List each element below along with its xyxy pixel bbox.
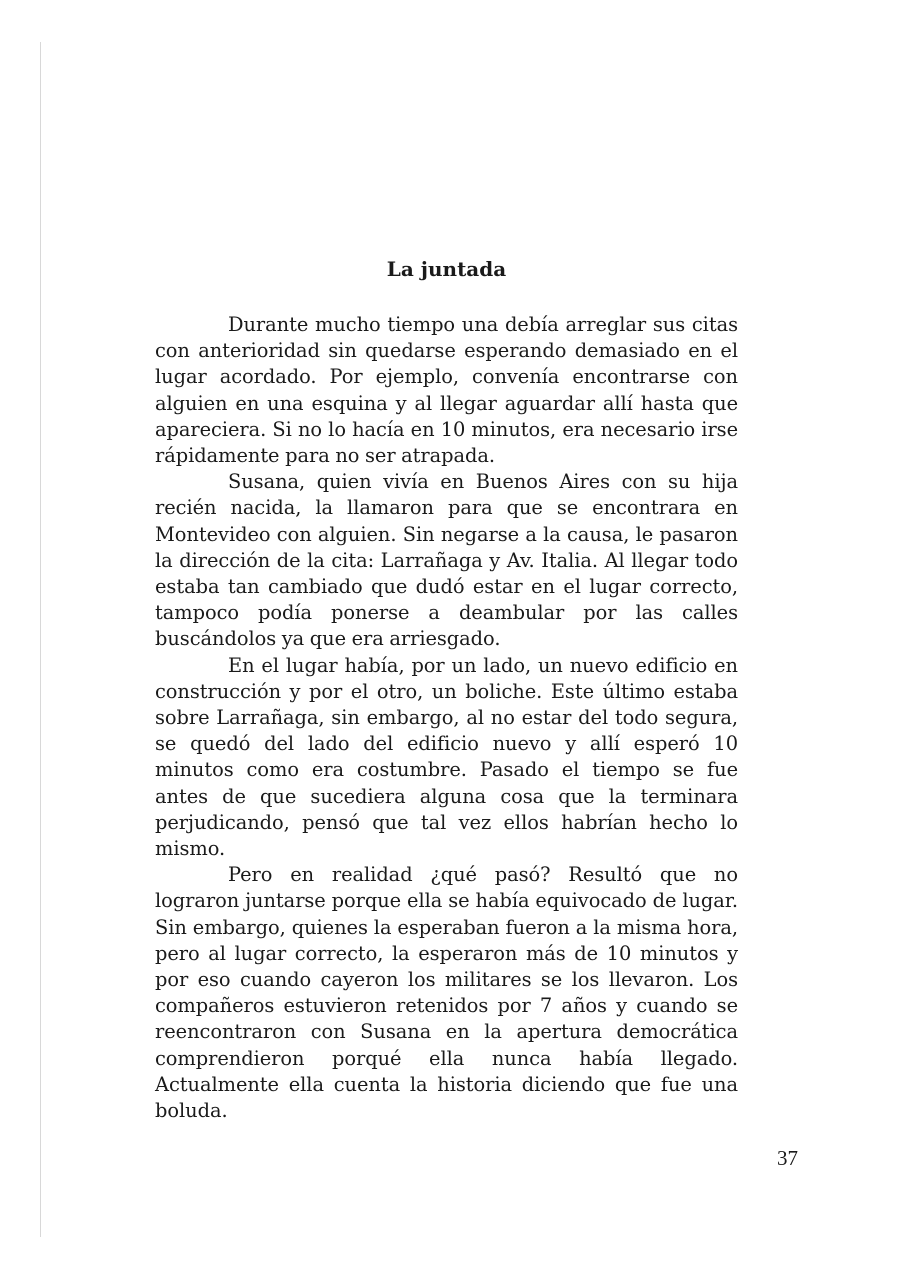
paragraph-2: Susana, quien vivía en Buenos Aires con su hija recién nacida, la llamaron para que se encontrara en Montevideo con alguien. Sin negarse a la causa, le pasaron la dirección de la cita: Larrañaga y Av. Italia. Al llegar todo estaba tan cambiado que dudó estar en el lugar correcto, tampoco podía ponerse a deambular por las calles buscándolos ya que era arriesgado. xyxy=(155,470,738,651)
paragraph-3: En el lugar había, por un lado, un nuevo edificio en construcción y por el otro, un boliche. Este último estaba sobre Larrañaga, sin embargo, al no estar del todo segura, se quedó del lado del edificio nuevo y allí esperó 10 minutos como era costumbre. Pasado el tiempo se fue antes de que sucediera alguna cosa que la terminara perjudicando, pensó que tal vez ellos habrían hecho lo mismo. xyxy=(155,653,738,861)
paragraph-1: Durante mucho tiempo una debía arreglar sus citas con anterioridad sin quedarse esperando demasiado en el lugar acordado. Por ejemplo, convenía encontrarse con alguien en una esquina y al llegar aguardar allí hasta que apareciera. Si no lo hacía en 10 minutos, era necesario irse rápidamente para no ser atrapada. xyxy=(155,313,738,468)
gutter-line xyxy=(40,42,41,1237)
body-text xyxy=(155,312,738,1124)
paragraph-4: Pero en realidad ¿qué pasó? Resultó que no lograron juntarse porque ella se había equivocado de lugar. Sin embargo, quienes la esperaban fueron a la misma hora, pero al lugar correcto, la esperaron más de 10 minutos y por eso cuando cayeron los militares se los llevaron. Los compañeros estuvieron retenidos por 7 años y cuando se reencontraron con Susana en la apertura democrática comprendieron porqué ella nunca había llegado. Actualmente ella cuenta la historia diciendo que fue una boluda. xyxy=(155,863,738,1123)
chapter-title: La juntada xyxy=(386,257,507,281)
page-number: 37 xyxy=(777,1146,798,1170)
